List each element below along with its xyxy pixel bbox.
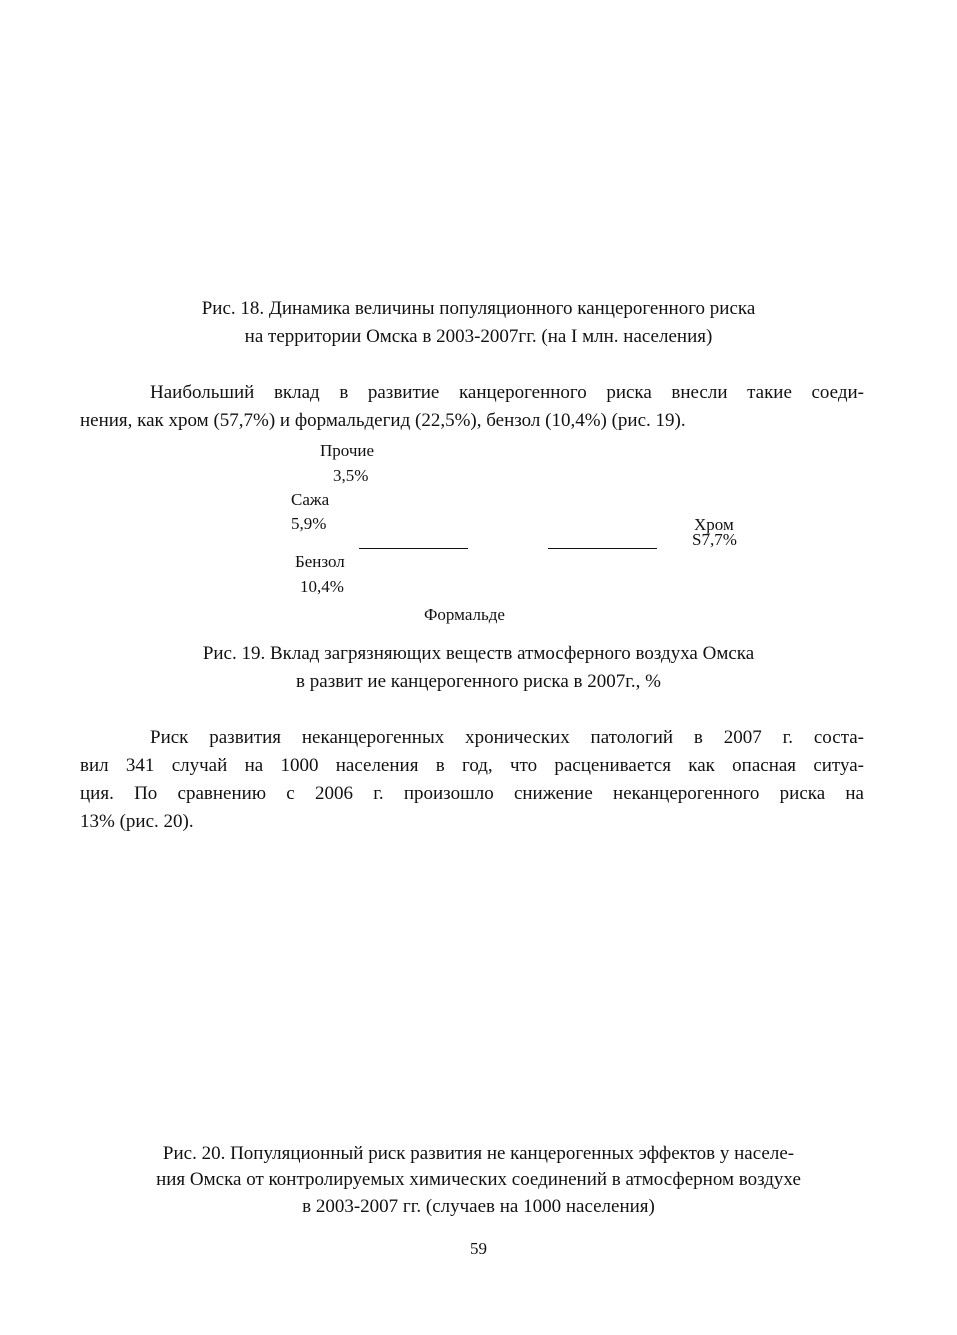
label-benzene-name: Бензол [295, 552, 345, 571]
label-other-name: Прочие [320, 441, 375, 460]
label-chrome-value: S7,7% [692, 530, 737, 549]
leader-line-right [548, 548, 657, 549]
fig20-caption-line2: ния Омска от контролируемых химических соединений в атмосферном воздухе [156, 1169, 801, 1190]
paragraph-2 [80, 724, 864, 836]
label-formaldehyde-name: Формальде [424, 605, 505, 624]
paragraph-2-line1: Риск развития неканцерогенных хронических патологий в 2007 г. соста- [150, 727, 864, 748]
fig20-caption-line3: в 2003-2007 гг. (случаев на 1000 населения) [302, 1196, 655, 1217]
paragraph-1-line1: Наибольший вклад в развитие канцерогенного риска внесли такие соеди- [150, 382, 864, 403]
label-soot-name: Сажа [291, 490, 330, 509]
paragraph-1 [80, 379, 864, 435]
paragraph-1-line2: нения, как хром (57,7%) и формальдегид (22,5%), бензол (10,4%) (рис. 19). [80, 410, 686, 431]
fig18-caption-line1: Рис. 18. Динамика величины популяционного канцерогенного риска [201, 298, 756, 319]
fig19-caption-line2: в развит ие канцерогенного риска в 2007г., % [296, 671, 661, 692]
paragraph-2-line2: вил 341 случай на 1000 населения в год, что расценивается как опасная ситуа- [80, 755, 864, 776]
paragraph-2-line3: ция. По сравнению с 2006 г. произошло снижение неканцерогенного риска на [80, 783, 864, 804]
label-benzene-value: 10,4% [300, 577, 344, 596]
fig20-caption-line1: Рис. 20. Популяционный риск развития не канцерогенных эффектов у населе- [162, 1143, 795, 1164]
label-chrome-name: Хром [694, 515, 734, 534]
paragraph-2-line4: 13% (рис. 20). [80, 811, 194, 832]
page-number: 59 [470, 1239, 487, 1258]
fig19-caption-line1: Рис. 19. Вклад загрязняющих веществ атмосферного воздуха Омска [202, 643, 755, 664]
leader-line-left [359, 548, 468, 549]
fig18-caption-line2: на территории Омска в 2003-2007гг. (на I млн. населения) [244, 326, 713, 347]
label-other-value: 3,5% [333, 466, 369, 485]
label-soot-value: 5,9% [291, 514, 327, 533]
